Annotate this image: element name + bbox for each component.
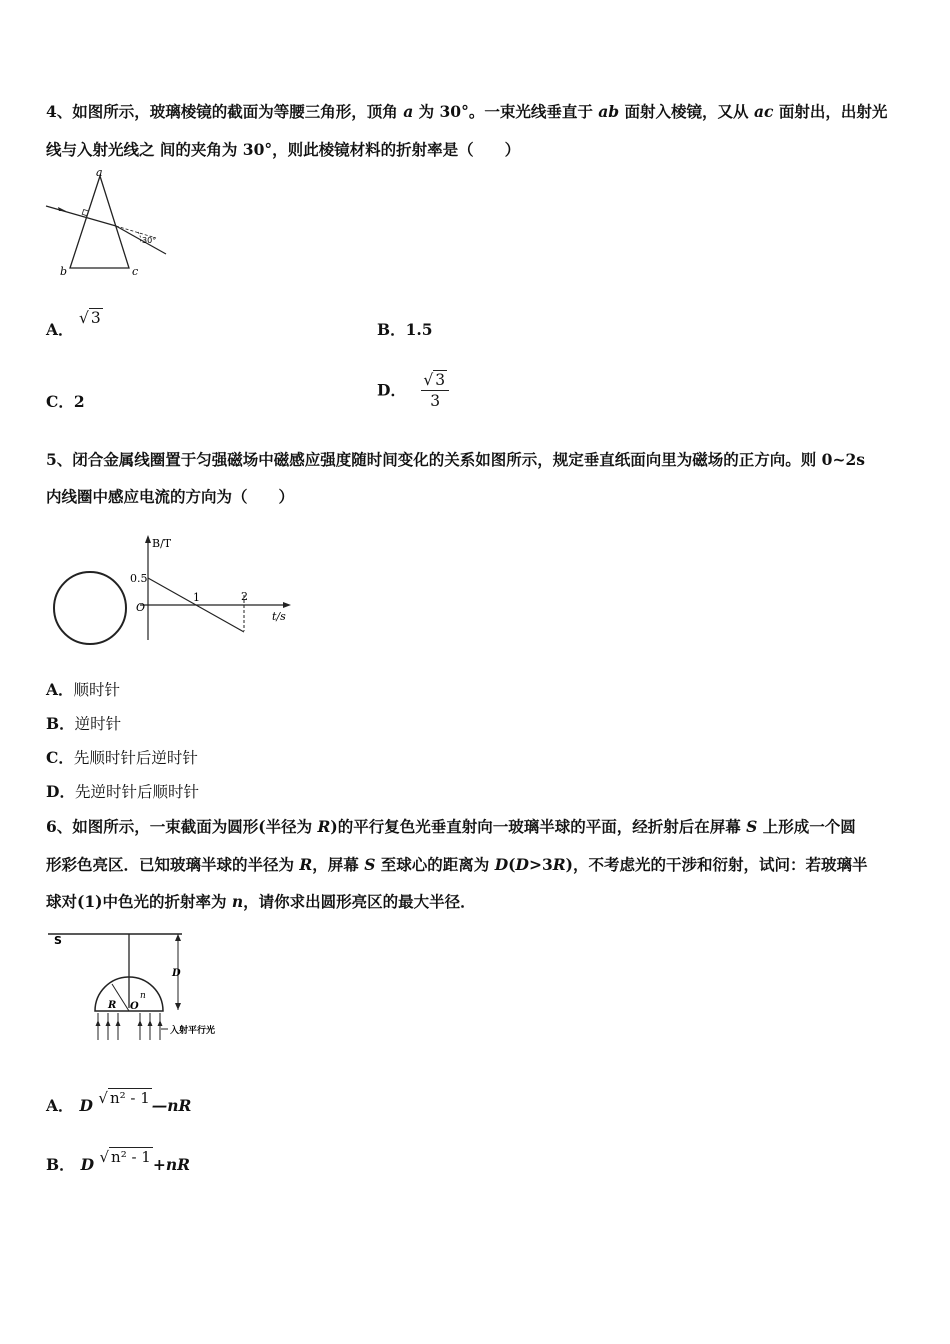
tick-1: 1 [193, 591, 200, 604]
q4-option-d[interactable]: D． $\frac{√ 3}{3}$ [377, 370, 449, 411]
label-a: a [96, 166, 103, 179]
label-n: n [140, 991, 146, 1001]
q5-line-1: 5、闭合金属线圈置于匀强磁场中磁感应强度随时间变化的关系如图所示，规定垂直纸面向里为磁场的正方向。则 0~2s [46, 450, 865, 469]
y-axis-label: B/T [152, 537, 172, 550]
q6-line-3: 球对(1)中色光的折射率为 n，请你求出圆形亮区的最大半径． [46, 892, 476, 911]
origin-label: O [136, 601, 146, 614]
q6-option-b[interactable]: B． D √ n² - 1 +nR [46, 1148, 190, 1174]
prism-triangle [70, 176, 129, 268]
q5-option-d[interactable]: D．先逆时针后顺时针 [46, 782, 199, 801]
sqrt-expression: √ 3 [78, 309, 101, 327]
q4-option-b[interactable]: B．1.5 [377, 320, 433, 339]
tick-2: 2 [241, 590, 248, 603]
caption-incident-light: 入射平行光 [170, 1026, 216, 1036]
q5-line-2: 内线圈中感应电流的方向为（ ） [46, 487, 295, 506]
q6-option-a[interactable]: A． D √ n² - 1 —nR [46, 1089, 192, 1115]
x-axis-label: t/s [272, 610, 286, 623]
label-S: S [54, 934, 62, 947]
prism-figure [44, 168, 174, 283]
sqrt-expression: √ n² - 1 [99, 1148, 151, 1166]
fraction: $\frac{√ 3}{3}$ [421, 370, 449, 411]
coil-circle [54, 572, 126, 644]
incident-ray [46, 206, 116, 226]
bt-graph [128, 535, 298, 645]
q4-line-1: 4、如图所示，玻璃棱镜的截面为等腰三角形，顶角 a 为 30°。一束光线垂直于 ab 面射入棱镜，又从 ac 面射出，出射光 [46, 102, 888, 121]
label-c: c [132, 265, 139, 278]
coil-figure [52, 568, 132, 648]
label-b: b [60, 265, 68, 278]
sqrt-expression: √ n² - 1 [98, 1089, 150, 1107]
q4-option-c[interactable]: C．2 [46, 392, 85, 411]
hemisphere-figure [48, 928, 238, 1048]
label-O: O [130, 1001, 139, 1012]
label-R: R [108, 1000, 117, 1011]
q5-option-b[interactable]: B．逆时针 [46, 714, 122, 733]
q4-option-a[interactable]: A． √ 3 [46, 309, 101, 339]
angle-label: 30° [142, 236, 157, 245]
q6-line-1: 6、如图所示，一束截面为圆形(半径为 R)的平行复色光垂直射向一玻璃半球的平面，经折射后在屏幕 S 上形成一个圆 [46, 817, 856, 836]
parallel-rays [98, 1013, 160, 1040]
label-D: D [172, 968, 181, 979]
q5-option-a[interactable]: A．顺时针 [46, 680, 121, 699]
q6-line-2: 形彩色亮区．已知玻璃半球的半径为 R，屏幕 S 至球心的距离为 D(D>3R)，不考虑光的干涉和衍射，试问：若玻璃半 [46, 855, 868, 874]
q5-option-c[interactable]: C．先顺时针后逆时针 [46, 748, 198, 767]
tick-0-5: 0.5 [130, 572, 148, 585]
q4-line-2: 线与入射光线之 间的夹角为 30°，则此棱镜材料的折射率是（ ） [46, 140, 521, 159]
